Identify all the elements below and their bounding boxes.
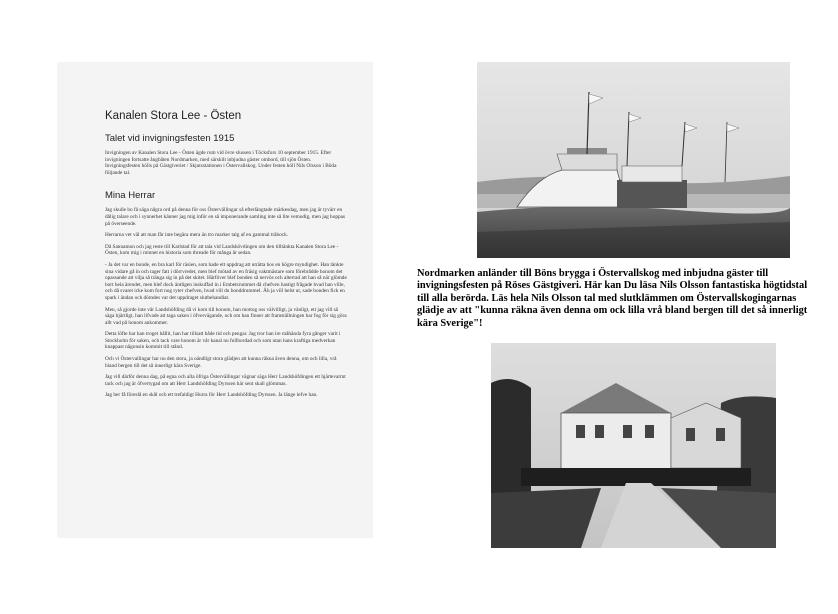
speech-paragraph: Jag skulle bo få säga några ord på denna för oss Östervällingar så efterlängtade märkesdag, men jag är tyvärr en dålig talare och i synnerhet känner jag mig inför en så imponerande samling inte så lite vemodig, men jag hoppas på överseende. (105, 207, 346, 227)
guesthouse-photo (491, 343, 776, 548)
speech-paragraph: Men, så gjorde inte vår Landshöfding då vi kom till honom, han mottog oss välvilligt, ja vänligt, ett jag vill så säga hjärtligt, han lifvade att taga saken i öfvervägande, och om han finner att framställningen har fog för sig göra allt vad på honom ankommer. (105, 306, 347, 326)
speech-paragraph: Detta löfte har han troget hållit, han har tillsatt både tid och pengar. Jag tror han ire måhända fyra gånger varit i Stockholm för saken, och tack vare honom är vår kanal nu fullbordad och som utan hans kraftiga medverkan knappast någonsin kommit till stånd. (105, 331, 341, 351)
speech-paragraph: Jag vill därför denna dag, på egna och alla öfriga Östervällingar vägnar säga Herr Landshöfdingen ett hjärtevarmt tack och jag är öfvertygad om att Herr Landshöfding Dyrssen här sent skall glömmas. (105, 374, 346, 387)
speech-heading: Mina Herrar (105, 190, 156, 202)
speech-paragraph: Herrarna vet väl att man får inte begära mera än tro marker talg af en gammal träbock. (105, 232, 289, 239)
document-title: Kanalen Stora Lee - Östen (105, 110, 242, 122)
speech-paragraph: Och vi Östervallingar har nu den stora, ja oändligt stora glädjen att kunna räkna även denna, om och lilla, vrå bland bergen till det så innerligt kära Sverige. (105, 356, 337, 369)
steamboat-photo (477, 62, 790, 258)
speech-document-page (57, 62, 373, 538)
intro-paragraph: Invigningen av Kanalen Stora Lee - Östen ägde rum vid övre slussen i Töcksfors 10 september 1915. Efter invigningen fortsatte ångbåten Nordmarken, med särskilt inbjudna gäster ombord, till sjön Östen. Invigningsfesten hölls på Gästgiveriet / Skjutsstationen i Östervallskog. Under festen höll Nils Olsson i Böda följande tal. (105, 150, 337, 176)
photo-caption: Nordmarken anländer till Böns brygga i Östervallskog med inbjudna gäster till invigningsfesten på Röses Gästgiveri. Här kan Du läsa Nils Olsson fantastiska högtidstal till alla berörda. Läs hela Nils Olsson tal med slutklämmen om Östervallskogingarnas glädje av att "kunna räkna även denna om ock lilla vrå bland bergen till det så innerligt kära Sverige"! (417, 268, 808, 329)
speech-paragraph: - Ja det var en bonde, en bra karl för räsien, som hade ett uppdrag att uträtta hos en högre myndighet. Han tänkte sina vidare gå in och tager fatt i dörrvredet, men blef mötad av en fräsig vaktmästare som förebrådde honom det opassande att vilja så tränga sig in på det skitet. Härföver blef bonden så nervös och alterrad att han så när glömde bort hela ärendet, men blef dock äntligen inskuffad in i Embetsrummet då chefven hastigt frågade hvad han ville, och då svaret icke kom fort nog ryter chefven, hvad vill du bonddrummel. Åh ja vill helst ut, sade bonden fick en spark i ändan och dömdes var det uppdraget slutbehandlat. (105, 261, 347, 301)
speech-paragraph: Då Sannamon och jag reste till Karlstad för att tala vid Landshövdingen om den tilltänkta Kanalen Stora Lee - Östen, kom mig i minnet en historia som threade för många år sedan. (105, 243, 339, 257)
document-subtitle: Talet vid invigningsfesten 1915 (105, 133, 235, 144)
speech-paragraph: Jag ber få föreslå en skål och ett trefaldigt Hurra för Herr Landshöfding Dyrssen. Ja länge lefve han. (105, 392, 318, 399)
